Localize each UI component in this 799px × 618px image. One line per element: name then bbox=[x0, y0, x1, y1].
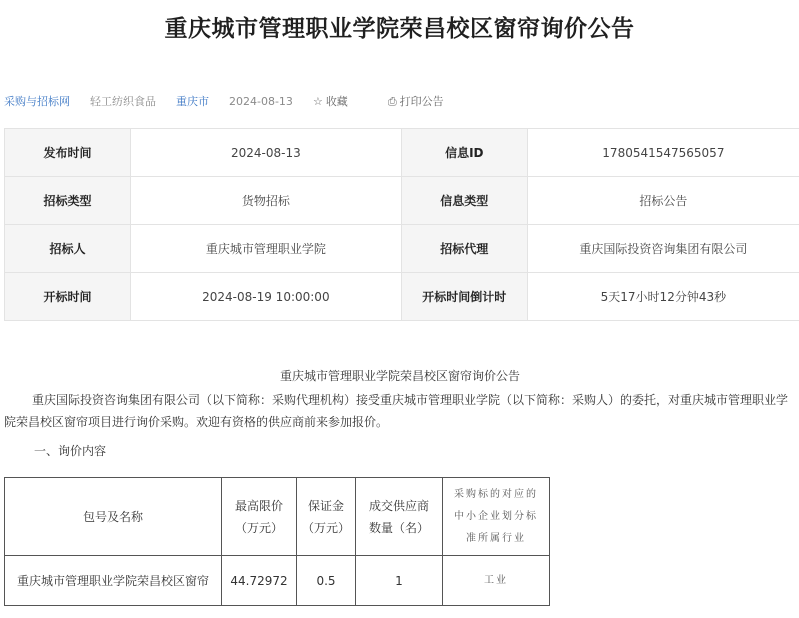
info-value: 1780541547565057 bbox=[527, 129, 799, 177]
region-link[interactable]: 重庆市 bbox=[176, 95, 209, 108]
col-header: 保证金 （万元） bbox=[297, 478, 356, 556]
info-value: 2024-08-13 bbox=[130, 129, 401, 177]
info-key: 招标人 bbox=[5, 225, 131, 273]
print-button[interactable]: ⎙ 打印公告 bbox=[387, 95, 444, 108]
page-title: 重庆城市管理职业学院荣昌校区窗帘询价公告 bbox=[164, 16, 635, 42]
info-value: 重庆城市管理职业学院 bbox=[130, 225, 401, 273]
info-value: 2024-08-19 10:00:00 bbox=[130, 273, 401, 321]
col-header: 采购标的对应的 中小企业划分标 准所属行业 bbox=[443, 478, 550, 556]
info-key: 开标时间 bbox=[5, 273, 131, 321]
info-value: 招标公告 bbox=[527, 177, 799, 225]
info-key: 信息类型 bbox=[401, 177, 527, 225]
info-key: 信息ID bbox=[401, 129, 527, 177]
col-header: 最高限价 （万元） bbox=[222, 478, 297, 556]
table-cell: 重庆城市管理职业学院荣昌校区窗帘 bbox=[5, 556, 222, 606]
site-link[interactable]: 采购与招标网 bbox=[4, 95, 70, 108]
favorite-button[interactable]: ☆ 收藏 bbox=[312, 95, 348, 108]
star-icon: ☆ bbox=[312, 95, 323, 108]
table-cell: 1 bbox=[356, 556, 443, 606]
info-key: 招标代理 bbox=[401, 225, 527, 273]
table-row bbox=[5, 556, 550, 606]
col-header: 成交供应商 数量（名） bbox=[356, 478, 443, 556]
info-value: 重庆国际投资咨询集团有限公司 bbox=[527, 225, 799, 273]
table-header-row bbox=[5, 478, 550, 556]
table-cell: 44.72972 bbox=[222, 556, 297, 606]
doc-paragraph: 重庆国际投资咨询集团有限公司（以下简称：采购代理机构）接受重庆城市管理职业学院（以下简称：采购人）的委托，对重庆城市管理职业学院荣昌校区窗帘项目进行询价采购。欢迎有资格的供应商前来参加报价。 bbox=[4, 393, 789, 429]
countdown-value: 5天17小时12分钟43秒 bbox=[527, 273, 799, 321]
info-value: 货物招标 bbox=[130, 177, 401, 225]
printer-icon: ⎙ bbox=[387, 95, 397, 108]
col-header: 包号及名称 bbox=[5, 478, 222, 556]
section-heading: 一、询价内容 bbox=[34, 444, 107, 458]
table-row bbox=[5, 177, 799, 225]
table-cell: 工业 bbox=[443, 556, 550, 606]
table-row bbox=[5, 273, 799, 321]
publish-date: 2024-08-13 bbox=[229, 94, 293, 108]
info-key: 招标类型 bbox=[5, 177, 131, 225]
table-cell: 0.5 bbox=[297, 556, 356, 606]
category-label: 轻工纺织食品 bbox=[90, 95, 156, 108]
info-key: 发布时间 bbox=[5, 129, 131, 177]
doc-heading: 重庆城市管理职业学院荣昌校区窗帘询价公告 bbox=[279, 369, 520, 383]
table-row bbox=[5, 129, 799, 177]
info-table bbox=[4, 128, 799, 321]
info-key: 开标时间倒计时 bbox=[401, 273, 527, 321]
quote-table bbox=[4, 477, 550, 606]
table-row bbox=[5, 225, 799, 273]
meta-bar bbox=[4, 92, 484, 110]
